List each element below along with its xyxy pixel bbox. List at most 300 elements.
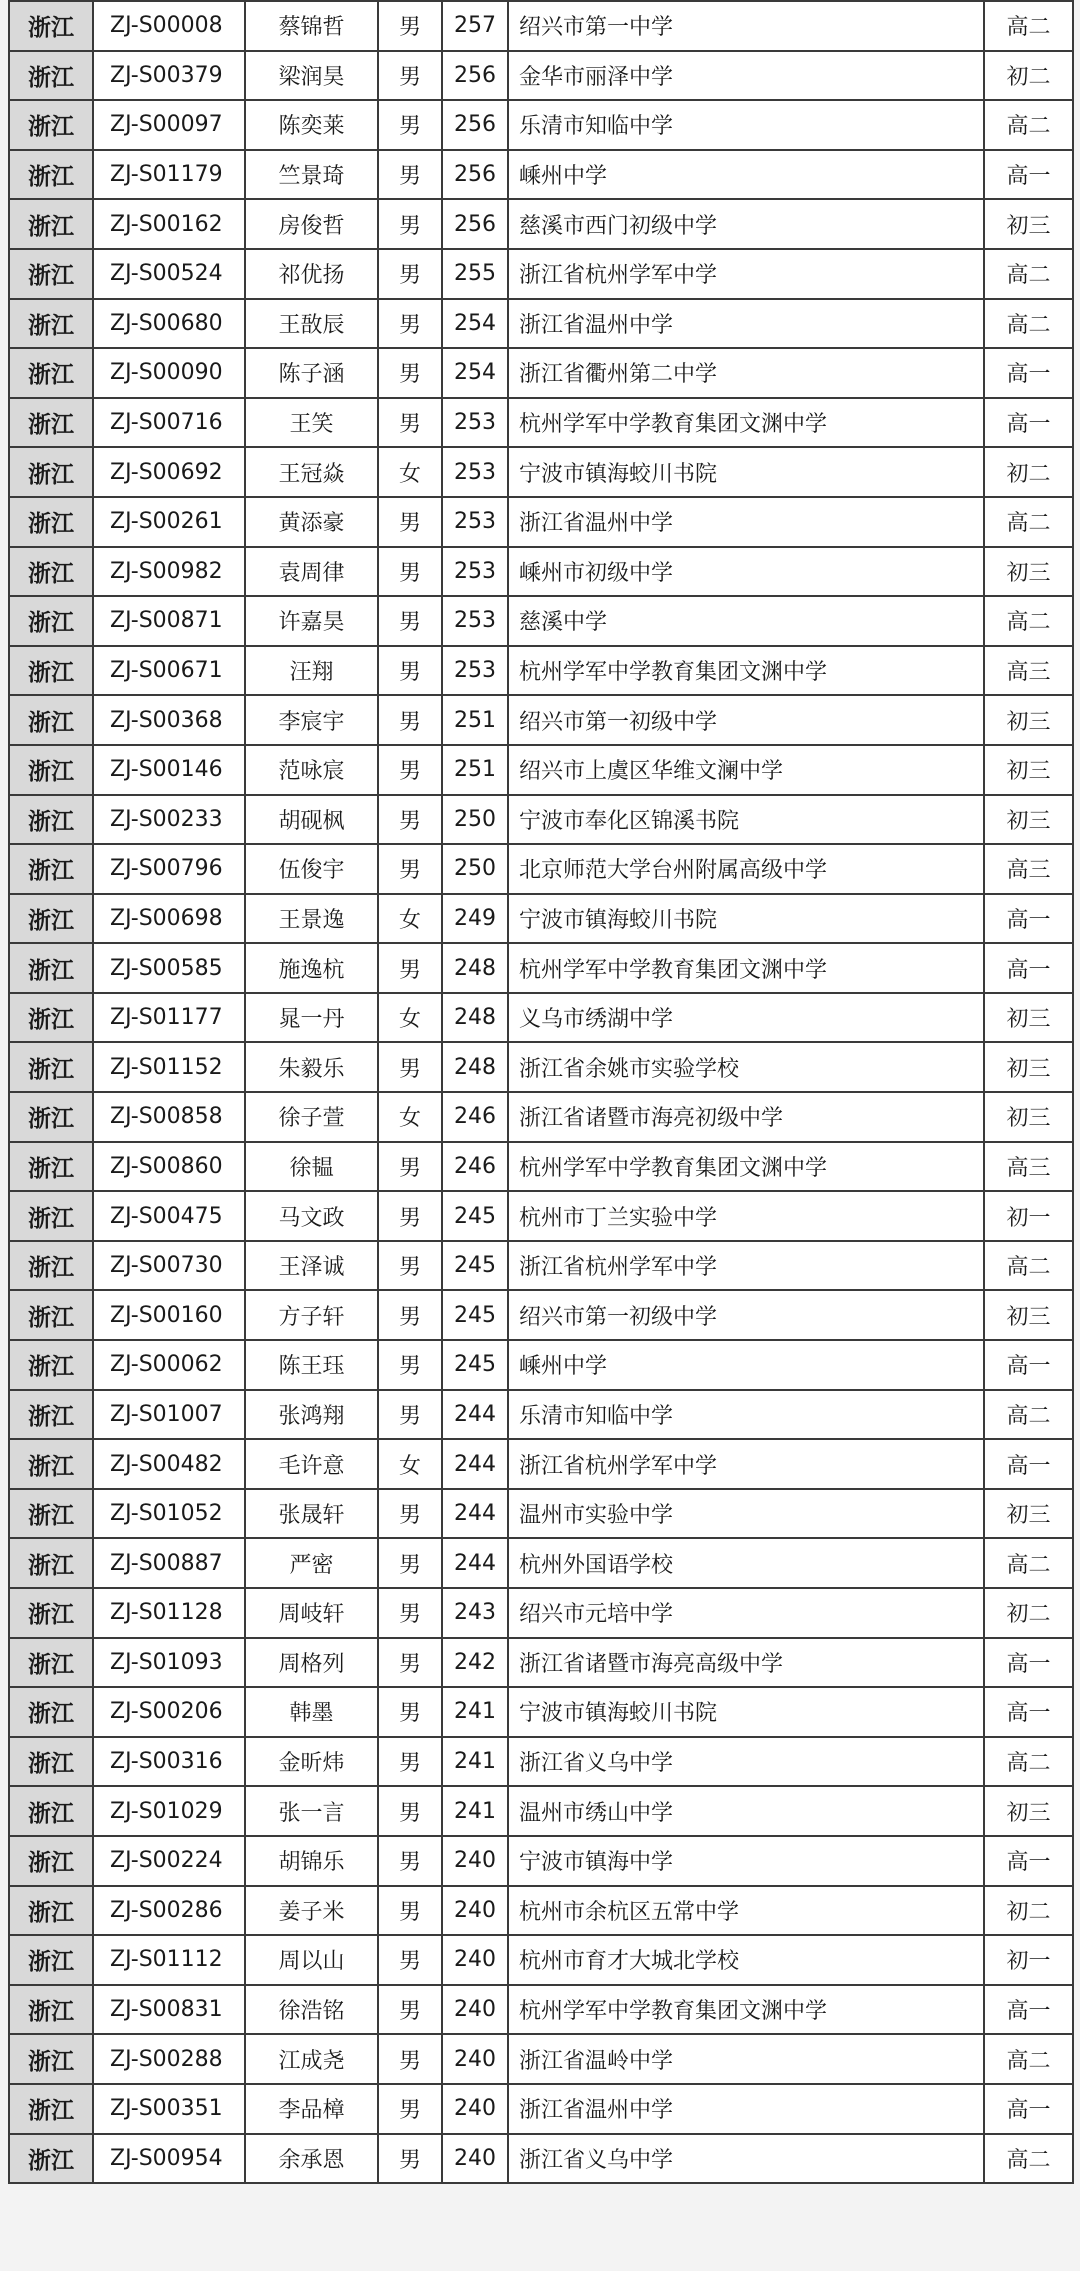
grade-cell: 高一 [984,1638,1073,1688]
name-cell: 蔡锦哲 [245,1,378,51]
grade-cell: 高二 [984,249,1073,299]
school-cell: 宁波市镇海蛟川书院 [508,894,984,944]
table-row [9,299,1073,349]
province-cell: 浙江 [9,1638,93,1688]
id-cell: ZJ-S00730 [93,1241,245,1291]
name-cell: 梁润昊 [245,51,378,101]
score-cell: 249 [442,894,508,944]
id-cell: ZJ-S00692 [93,447,245,497]
name-cell: 徐韫 [245,1142,378,1192]
province-cell: 浙江 [9,1042,93,1092]
province-cell: 浙江 [9,1687,93,1737]
province-cell: 浙江 [9,844,93,894]
score-cell: 243 [442,1588,508,1638]
score-cell: 245 [442,1241,508,1291]
name-cell: 房俊哲 [245,199,378,249]
grade-cell: 高二 [984,100,1073,150]
id-cell: ZJ-S00368 [93,695,245,745]
id-cell: ZJ-S00379 [93,51,245,101]
name-cell: 陈奕莱 [245,100,378,150]
grade-cell: 初三 [984,795,1073,845]
gender-cell: 男 [378,2134,442,2184]
school-cell: 乐清市知临中学 [508,1390,984,1440]
province-cell: 浙江 [9,447,93,497]
school-cell: 温州市绣山中学 [508,1786,984,1836]
id-cell: ZJ-S00288 [93,2034,245,2084]
gender-cell: 男 [378,1,442,51]
table-row [9,795,1073,845]
school-cell: 乐清市知临中学 [508,100,984,150]
id-cell: ZJ-S00160 [93,1290,245,1340]
table-row [9,1687,1073,1737]
name-cell: 徐子萱 [245,1092,378,1142]
id-cell: ZJ-S00871 [93,596,245,646]
province-cell: 浙江 [9,1786,93,1836]
score-cell: 253 [442,497,508,547]
name-cell: 伍俊宇 [245,844,378,894]
school-cell: 杭州外国语学校 [508,1538,984,1588]
table-row [9,51,1073,101]
province-cell: 浙江 [9,1290,93,1340]
id-cell: ZJ-S00796 [93,844,245,894]
school-cell: 杭州学军中学教育集团文渊中学 [508,1142,984,1192]
school-cell: 义乌市绣湖中学 [508,993,984,1043]
score-cell: 240 [442,1985,508,2035]
table-row [9,844,1073,894]
id-cell: ZJ-S00224 [93,1836,245,1886]
id-cell: ZJ-S00954 [93,2134,245,2184]
school-cell: 浙江省杭州学军中学 [508,249,984,299]
name-cell: 韩墨 [245,1687,378,1737]
province-cell: 浙江 [9,695,93,745]
school-cell: 浙江省温岭中学 [508,2034,984,2084]
results-table-body [9,1,1073,2183]
school-cell: 绍兴市第一初级中学 [508,1290,984,1340]
grade-cell: 初二 [984,51,1073,101]
grade-cell: 高一 [984,1340,1073,1390]
table-row [9,1786,1073,1836]
gender-cell: 男 [378,1737,442,1787]
province-cell: 浙江 [9,1092,93,1142]
score-cell: 240 [442,1935,508,1985]
id-cell: ZJ-S01029 [93,1786,245,1836]
score-cell: 244 [442,1538,508,1588]
score-cell: 248 [442,993,508,1043]
table-row [9,1142,1073,1192]
grade-cell: 初三 [984,1092,1073,1142]
province-cell: 浙江 [9,2034,93,2084]
grade-cell: 初三 [984,199,1073,249]
province-cell: 浙江 [9,1241,93,1291]
score-cell: 256 [442,51,508,101]
score-cell: 240 [442,1836,508,1886]
id-cell: ZJ-S00716 [93,398,245,448]
gender-cell: 男 [378,547,442,597]
school-cell: 嵊州市初级中学 [508,547,984,597]
id-cell: ZJ-S01052 [93,1489,245,1539]
gender-cell: 男 [378,51,442,101]
name-cell: 王景逸 [245,894,378,944]
table-row [9,894,1073,944]
name-cell: 严密 [245,1538,378,1588]
table-row [9,1092,1073,1142]
results-table [8,0,1074,2184]
name-cell: 王泽诚 [245,1241,378,1291]
gender-cell: 男 [378,695,442,745]
id-cell: ZJ-S00831 [93,1985,245,2035]
score-cell: 255 [442,249,508,299]
grade-cell: 高二 [984,1,1073,51]
grade-cell: 初一 [984,1935,1073,1985]
score-cell: 253 [442,447,508,497]
id-cell: ZJ-S01177 [93,993,245,1043]
table-row [9,497,1073,547]
grade-cell: 高一 [984,398,1073,448]
school-cell: 浙江省诸暨市海亮高级中学 [508,1638,984,1688]
gender-cell: 男 [378,1886,442,1936]
name-cell: 毛许意 [245,1439,378,1489]
gender-cell: 女 [378,1439,442,1489]
id-cell: ZJ-S00206 [93,1687,245,1737]
grade-cell: 初三 [984,1042,1073,1092]
gender-cell: 男 [378,1638,442,1688]
name-cell: 胡砚枫 [245,795,378,845]
score-cell: 250 [442,844,508,894]
id-cell: ZJ-S00475 [93,1191,245,1241]
school-cell: 浙江省杭州学军中学 [508,1439,984,1489]
id-cell: ZJ-S00351 [93,2084,245,2134]
score-cell: 240 [442,1886,508,1936]
province-cell: 浙江 [9,1935,93,1985]
id-cell: ZJ-S01128 [93,1588,245,1638]
table-row [9,1737,1073,1787]
name-cell: 竺景琦 [245,150,378,200]
province-cell: 浙江 [9,1,93,51]
score-cell: 242 [442,1638,508,1688]
table-row [9,1836,1073,1886]
province-cell: 浙江 [9,100,93,150]
gender-cell: 男 [378,100,442,150]
province-cell: 浙江 [9,1142,93,1192]
id-cell: ZJ-S00008 [93,1,245,51]
school-cell: 浙江省义乌中学 [508,2134,984,2184]
province-cell: 浙江 [9,51,93,101]
name-cell: 王笑 [245,398,378,448]
name-cell: 余承恩 [245,2134,378,2184]
school-cell: 宁波市镇海中学 [508,1836,984,1886]
school-cell: 浙江省余姚市实验学校 [508,1042,984,1092]
name-cell: 徐浩铭 [245,1985,378,2035]
table-row [9,993,1073,1043]
name-cell: 张晟轩 [245,1489,378,1539]
province-cell: 浙江 [9,646,93,696]
gender-cell: 男 [378,1191,442,1241]
table-row [9,1538,1073,1588]
name-cell: 王敔辰 [245,299,378,349]
school-cell: 宁波市奉化区锦溪书院 [508,795,984,845]
school-cell: 绍兴市第一中学 [508,1,984,51]
province-cell: 浙江 [9,1340,93,1390]
province-cell: 浙江 [9,1588,93,1638]
score-cell: 253 [442,398,508,448]
grade-cell: 高二 [984,2134,1073,2184]
grade-cell: 初三 [984,1290,1073,1340]
school-cell: 浙江省诸暨市海亮初级中学 [508,1092,984,1142]
table-row [9,1935,1073,1985]
grade-cell: 初三 [984,1489,1073,1539]
school-cell: 慈溪市西门初级中学 [508,199,984,249]
table-row [9,447,1073,497]
school-cell: 杭州学军中学教育集团文渊中学 [508,1985,984,2035]
name-cell: 姜子米 [245,1886,378,1936]
name-cell: 许嘉昊 [245,596,378,646]
score-cell: 251 [442,745,508,795]
school-cell: 嵊州中学 [508,1340,984,1390]
name-cell: 陈子涵 [245,348,378,398]
name-cell: 袁周律 [245,547,378,597]
score-cell: 245 [442,1340,508,1390]
province-cell: 浙江 [9,2084,93,2134]
score-cell: 240 [442,2034,508,2084]
id-cell: ZJ-S00671 [93,646,245,696]
province-cell: 浙江 [9,249,93,299]
gender-cell: 男 [378,1786,442,1836]
table-row [9,2134,1073,2184]
score-cell: 246 [442,1092,508,1142]
province-cell: 浙江 [9,1390,93,1440]
gender-cell: 女 [378,447,442,497]
table-row [9,199,1073,249]
school-cell: 浙江省杭州学军中学 [508,1241,984,1291]
province-cell: 浙江 [9,547,93,597]
name-cell: 方子轩 [245,1290,378,1340]
name-cell: 王冠焱 [245,447,378,497]
gender-cell: 男 [378,844,442,894]
score-cell: 246 [442,1142,508,1192]
id-cell: ZJ-S00316 [93,1737,245,1787]
province-cell: 浙江 [9,348,93,398]
name-cell: 周岐轩 [245,1588,378,1638]
grade-cell: 高三 [984,844,1073,894]
province-cell: 浙江 [9,398,93,448]
table-row [9,1191,1073,1241]
gender-cell: 男 [378,249,442,299]
id-cell: ZJ-S00585 [93,943,245,993]
province-cell: 浙江 [9,2134,93,2184]
school-cell: 宁波市镇海蛟川书院 [508,1687,984,1737]
province-cell: 浙江 [9,497,93,547]
province-cell: 浙江 [9,199,93,249]
table-row [9,1985,1073,2035]
name-cell: 黄添豪 [245,497,378,547]
gender-cell: 男 [378,1142,442,1192]
table-row [9,646,1073,696]
grade-cell: 初二 [984,447,1073,497]
table-row [9,398,1073,448]
grade-cell: 高二 [984,596,1073,646]
table-row [9,348,1073,398]
table-row [9,596,1073,646]
school-cell: 杭州学军中学教育集团文渊中学 [508,398,984,448]
gender-cell: 女 [378,894,442,944]
score-cell: 251 [442,695,508,745]
school-cell: 浙江省温州中学 [508,299,984,349]
score-cell: 254 [442,348,508,398]
name-cell: 施逸杭 [245,943,378,993]
name-cell: 张一言 [245,1786,378,1836]
gender-cell: 男 [378,398,442,448]
province-cell: 浙江 [9,596,93,646]
table-row [9,1290,1073,1340]
gender-cell: 女 [378,1092,442,1142]
province-cell: 浙江 [9,1191,93,1241]
school-cell: 浙江省义乌中学 [508,1737,984,1787]
table-row [9,100,1073,150]
name-cell: 范咏宸 [245,745,378,795]
score-cell: 248 [442,943,508,993]
id-cell: ZJ-S00680 [93,299,245,349]
name-cell: 陈王珏 [245,1340,378,1390]
name-cell: 周格列 [245,1638,378,1688]
school-cell: 杭州市余杭区五常中学 [508,1886,984,1936]
id-cell: ZJ-S01112 [93,1935,245,1985]
name-cell: 胡锦乐 [245,1836,378,1886]
score-cell: 240 [442,2084,508,2134]
name-cell: 江成尧 [245,2034,378,2084]
gender-cell: 男 [378,1935,442,1985]
grade-cell: 初二 [984,1588,1073,1638]
province-cell: 浙江 [9,1985,93,2035]
score-cell: 256 [442,100,508,150]
score-cell: 244 [442,1390,508,1440]
table-row [9,1390,1073,1440]
grade-cell: 高二 [984,1241,1073,1291]
name-cell: 朱毅乐 [245,1042,378,1092]
id-cell: ZJ-S00982 [93,547,245,597]
school-cell: 金华市丽泽中学 [508,51,984,101]
grade-cell: 高一 [984,2084,1073,2134]
grade-cell: 高一 [984,1985,1073,2035]
id-cell: ZJ-S01007 [93,1390,245,1440]
province-cell: 浙江 [9,894,93,944]
name-cell: 马文政 [245,1191,378,1241]
id-cell: ZJ-S00858 [93,1092,245,1142]
province-cell: 浙江 [9,1836,93,1886]
school-cell: 浙江省温州中学 [508,2084,984,2134]
id-cell: ZJ-S00698 [93,894,245,944]
province-cell: 浙江 [9,1538,93,1588]
school-cell: 绍兴市第一初级中学 [508,695,984,745]
table-row [9,2084,1073,2134]
gender-cell: 男 [378,2034,442,2084]
name-cell: 周以山 [245,1935,378,1985]
table-row [9,745,1073,795]
table-row [9,1340,1073,1390]
gender-cell: 男 [378,1588,442,1638]
grade-cell: 高一 [984,1687,1073,1737]
score-cell: 253 [442,547,508,597]
id-cell: ZJ-S00097 [93,100,245,150]
id-cell: ZJ-S00524 [93,249,245,299]
score-cell: 240 [442,2134,508,2184]
province-cell: 浙江 [9,745,93,795]
score-cell: 253 [442,596,508,646]
id-cell: ZJ-S00146 [93,745,245,795]
grade-cell: 初三 [984,695,1073,745]
gender-cell: 男 [378,1985,442,2035]
gender-cell: 女 [378,993,442,1043]
school-cell: 宁波市镇海蛟川书院 [508,447,984,497]
province-cell: 浙江 [9,1886,93,1936]
grade-cell: 初一 [984,1191,1073,1241]
score-cell: 253 [442,646,508,696]
grade-cell: 初三 [984,993,1073,1043]
name-cell: 李品樟 [245,2084,378,2134]
id-cell: ZJ-S00062 [93,1340,245,1390]
school-cell: 浙江省温州中学 [508,497,984,547]
gender-cell: 男 [378,348,442,398]
gender-cell: 男 [378,1836,442,1886]
score-cell: 241 [442,1737,508,1787]
id-cell: ZJ-S00860 [93,1142,245,1192]
grade-cell: 初三 [984,745,1073,795]
score-cell: 245 [442,1290,508,1340]
table-row [9,150,1073,200]
grade-cell: 高一 [984,894,1073,944]
grade-cell: 高二 [984,2034,1073,2084]
grade-cell: 高三 [984,1142,1073,1192]
id-cell: ZJ-S00090 [93,348,245,398]
school-cell: 杭州学军中学教育集团文渊中学 [508,646,984,696]
school-cell: 嵊州中学 [508,150,984,200]
score-cell: 241 [442,1786,508,1836]
table-row [9,1489,1073,1539]
id-cell: ZJ-S01179 [93,150,245,200]
province-cell: 浙江 [9,993,93,1043]
grade-cell: 高一 [984,1439,1073,1489]
gender-cell: 男 [378,497,442,547]
gender-cell: 男 [378,745,442,795]
school-cell: 杭州学军中学教育集团文渊中学 [508,943,984,993]
gender-cell: 男 [378,795,442,845]
province-cell: 浙江 [9,943,93,993]
grade-cell: 高一 [984,1836,1073,1886]
grade-cell: 高二 [984,1390,1073,1440]
grade-cell: 初三 [984,1786,1073,1836]
gender-cell: 男 [378,1489,442,1539]
gender-cell: 男 [378,2084,442,2134]
school-cell: 温州市实验中学 [508,1489,984,1539]
province-cell: 浙江 [9,1489,93,1539]
id-cell: ZJ-S00286 [93,1886,245,1936]
gender-cell: 男 [378,1340,442,1390]
name-cell: 祁优扬 [245,249,378,299]
table-row [9,943,1073,993]
table-row [9,1886,1073,1936]
school-cell: 浙江省衢州第二中学 [508,348,984,398]
table-row [9,1,1073,51]
name-cell: 金昕炜 [245,1737,378,1787]
id-cell: ZJ-S00233 [93,795,245,845]
score-cell: 256 [442,150,508,200]
id-cell: ZJ-S01093 [93,1638,245,1688]
gender-cell: 男 [378,943,442,993]
grade-cell: 高二 [984,299,1073,349]
grade-cell: 高一 [984,943,1073,993]
grade-cell: 高二 [984,497,1073,547]
id-cell: ZJ-S00482 [93,1439,245,1489]
score-cell: 245 [442,1191,508,1241]
